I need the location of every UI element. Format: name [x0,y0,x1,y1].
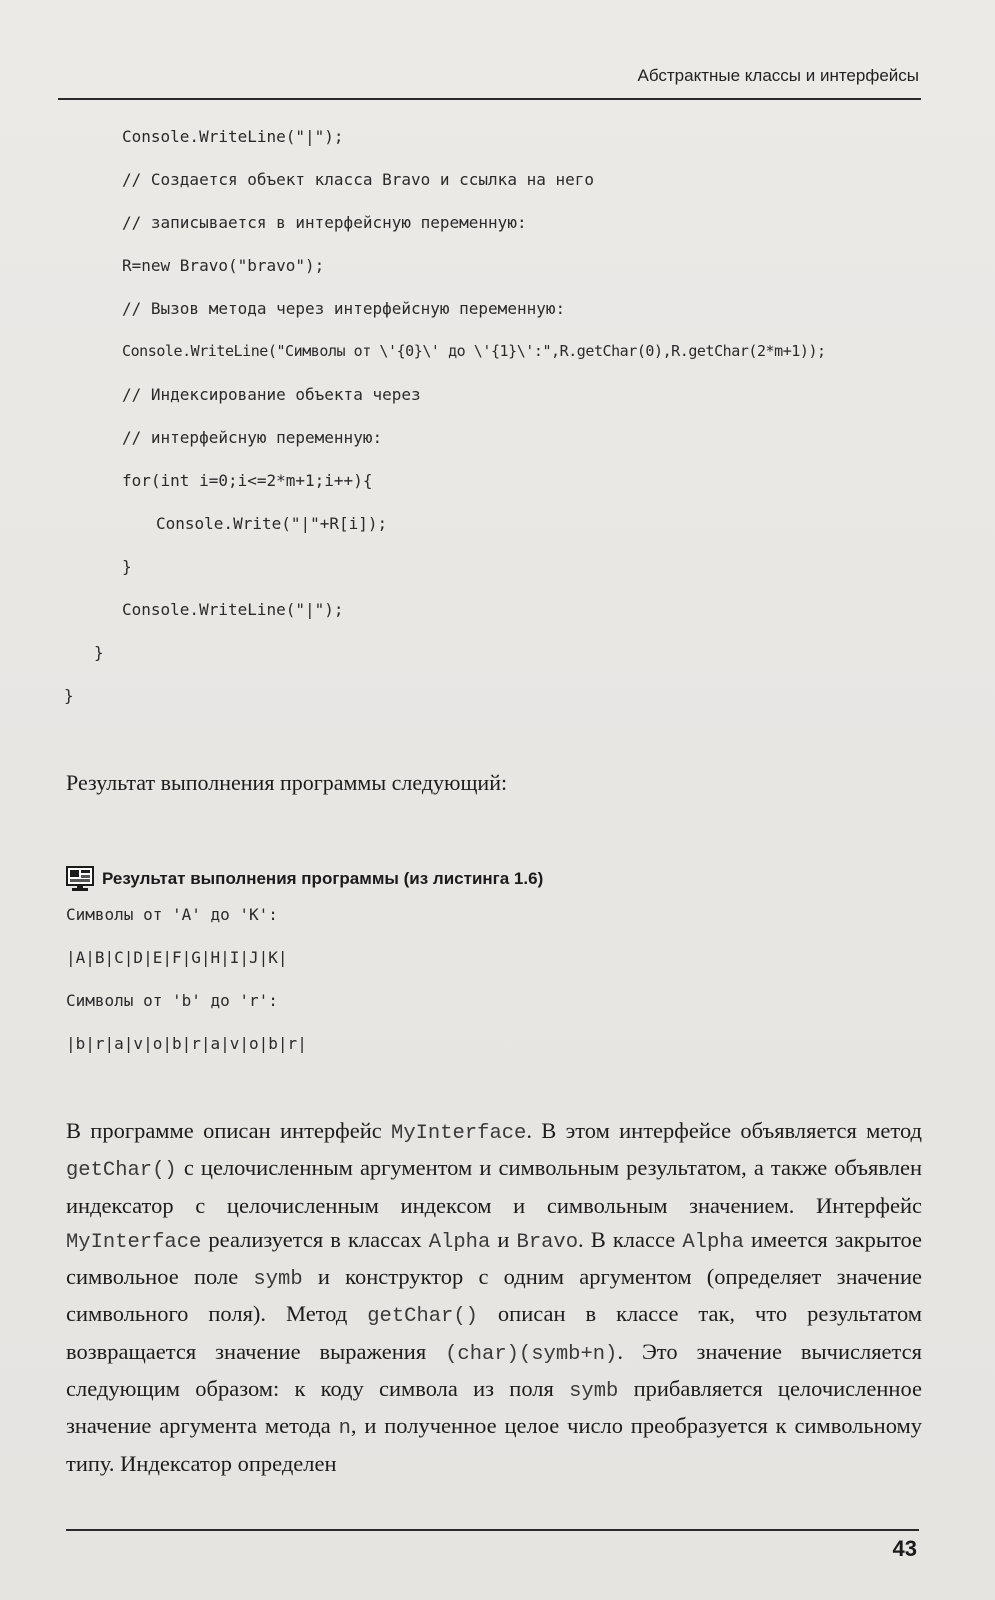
text-run: , и полученное целое число преобразуется к символьному типу. Индексатор определен [66,1413,923,1476]
section-heading: Результат выполнения программы следующий: [66,770,508,795]
text-run: . Это значение вычисляется следующим образом: к коду символа из поля [66,1338,922,1402]
text-run: и конструктор с одним аргументом (определяет значение символьного поля). Метод [66,1264,922,1327]
code-line: Console.WriteLine("|"); [122,600,344,619]
output-line: Символы от 'A' до 'K': [66,905,278,924]
code-line: } [94,643,104,662]
code-line: } [122,557,132,576]
text-run: реализуется в классах [201,1226,429,1252]
result-title-text: Результат выполнения программы (из листинга 1.6) [102,869,544,888]
code-term: getChar() [367,1305,478,1329]
code-term: Alpha [682,1230,744,1254]
output-line: Символы от 'b' до 'r': [66,991,278,1010]
header-rule [58,98,921,100]
code-term: Alpha [428,1230,491,1254]
result-title [66,866,543,892]
text-run: описан в классе так, что результатом возвращается значение выражения [66,1301,922,1364]
text-run: . В классе [578,1226,683,1252]
text-run: прибавляется целочисленное значение аргумента метода [66,1376,922,1439]
body-paragraph [66,1114,922,1481]
code-line: // Индексирование объекта через [122,385,421,404]
code-term: MyInterface [66,1230,202,1254]
text-run: с целочисленным аргументом и символьным результатом, а также объявлен индексатор с целочисленным индексом и символьным значением. Интерфейс [66,1155,922,1218]
code-term: (char)(symb+n) [445,1342,618,1366]
text-run: . В этом интерфейсе объявляется метод [526,1118,922,1143]
code-line: // Вызов метода через интерфейсную переменную: [122,299,566,318]
code-line: // Создается объект класса Bravo и ссылка на него [122,170,595,189]
code-line: } [64,686,74,705]
text-run: В программе описан интерфейс [66,1118,392,1143]
code-term: MyInterface [391,1122,527,1145]
output-line: |A|B|C|D|E|F|G|H|I|J|K| [66,948,288,967]
code-term: getChar() [66,1159,177,1183]
footer-rule [66,1529,919,1531]
code-line: Console.WriteLine("Символы от \'{0}\' до \'{1}\':",R.getChar(0),R.getChar(2*m+1)); [122,342,826,360]
code-term: symb [569,1380,619,1404]
code-term: Bravo [516,1230,579,1254]
code-term: symb [253,1268,303,1292]
page-number: 43 [892,1536,917,1561]
output-line: |b|r|a|v|o|b|r|a|v|o|b|r| [66,1034,307,1053]
code-line: // интерфейсную переменную: [122,428,383,447]
code-line: R=new Bravo("bravo"); [122,256,325,275]
code-line: for(int i=0;i<=2*m+1;i++){ [122,471,373,490]
code-line: // записывается в интерфейсную переменную: [122,213,527,232]
code-line: Console.WriteLine("|"); [122,127,344,146]
running-header: Абстрактные классы и интерфейсы [637,66,919,85]
monitor-icon [66,866,94,892]
text-run: и [490,1226,517,1252]
text-run: имеется закрытое символьное поле [66,1226,922,1290]
code-term: n [338,1417,351,1441]
code-line: Console.Write("|"+R[i]); [156,514,388,533]
